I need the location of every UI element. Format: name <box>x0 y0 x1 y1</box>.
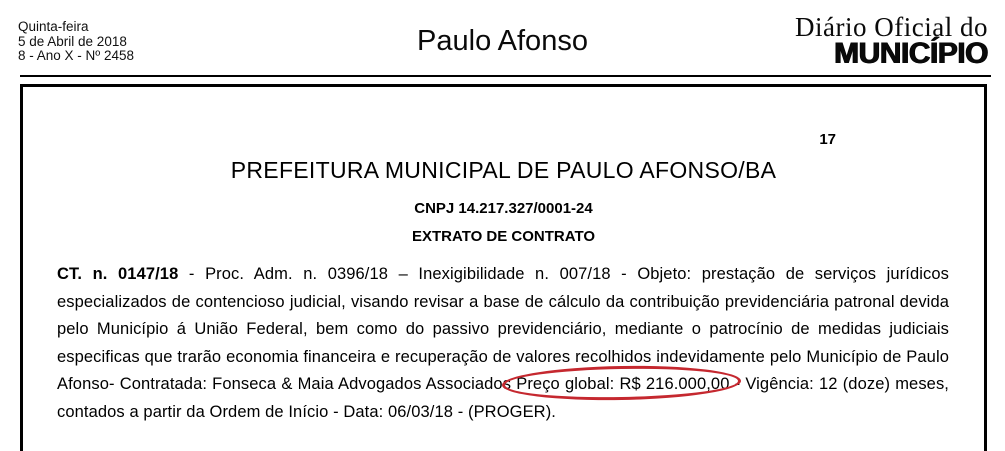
gazette-logo-line2: MUNICÍPIO <box>834 37 988 70</box>
cnpj-line: CNPJ 14.217.327/0001-24 <box>414 200 593 217</box>
contract-number: CT. n. 0147/18 <box>57 265 179 283</box>
paragraph-text-after: - Vigência: 12 (doze) meses, contados a partir da Ordem de Início - Data: 06/03/18 - (PROGER). <box>57 375 949 421</box>
circled-price <box>516 375 729 393</box>
section-title: EXTRATO DE CONTRATO <box>411 228 596 245</box>
paragraph-text-before: - Proc. Adm. n. 0396/18 – Inexigibilidade n. 007/18 - Objeto: prestação de serviços jurídicos especializados de contencioso judicial, visando revisar a base de cálculo da contribuição previdenciária patronal devida pelo Município á União Federal, bem como do passivo previdenciário, mediante o patrocínio de medidas judiciais especificas que trarão economia financeira e recuperação de valores recolhidos indevidamente pelo Município de Paulo Afonso- Contratada: Fonseca & Maia Advogados Associados <box>57 265 950 393</box>
edition-label: 8 - Ano X - Nº 2458 <box>18 48 134 63</box>
page-number: 17 <box>819 131 836 148</box>
header-divider <box>20 75 991 77</box>
weekday-label: Quinta-feira <box>18 19 89 34</box>
gazette-logo-line1: Diário Oficial do <box>795 12 988 42</box>
org-title: PREFEITURA MUNICIPAL DE PAULO AFONSO/BA <box>230 157 777 183</box>
contract-extract-paragraph <box>23 261 984 426</box>
price-text: Preço global: R$ 216.000,00 <box>516 375 730 393</box>
content-box <box>20 84 987 451</box>
gazette-logo <box>795 12 988 70</box>
city-title: Paulo Afonso <box>417 25 588 57</box>
date-label: 5 de Abril de 2018 <box>18 33 127 49</box>
